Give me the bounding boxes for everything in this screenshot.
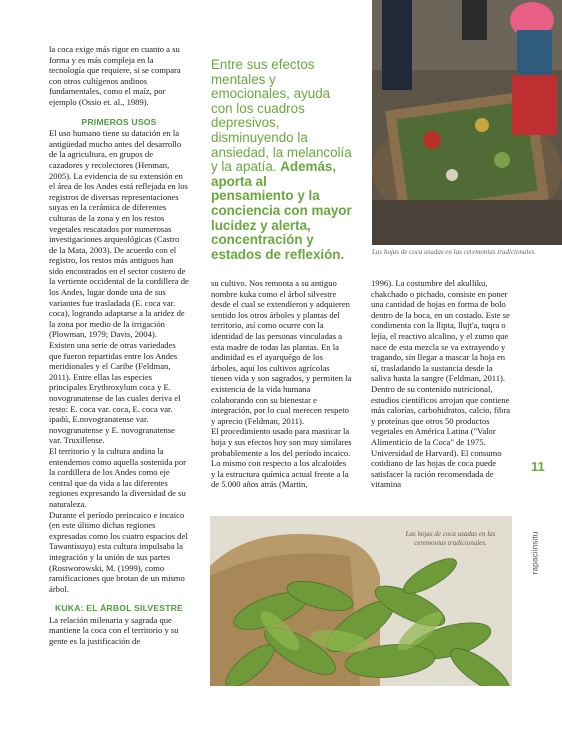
- text-column-3: [371, 278, 512, 490]
- paragraph: la coca exige más rigor en cuanto a su forma y es más compleja en la tecnología que requiere, si se compara con otros cultígenos andinos fundamentales, como el maíz, por ejemplo (Ossio et. al., 1989).: [49, 44, 181, 107]
- paragraph: Durante el período preincaico e incaico (en este último dichas regiones expresadas como los cuatro espacios del Tawantisuyu) esta cultura impulsaba la integración y la unión de sus partes (Rostworowski, M. (1999), como ramificaciones que brotan de un mismo árbol.: [49, 509, 188, 594]
- ceremony-illustration: [372, 0, 562, 245]
- paragraph: La relación milenaria y sagrada que mantiene la coca con el territorio y su gente es la justificación de: [49, 614, 179, 647]
- paragraph: 1996). La costumbre del akulliku, chakchado o pichado, consiste en poner una cantidad de hojas en forma de bolo dentro de la boca, en un costado. Este se condimenta con la llipta, llujt'a, tuqra o lejía, el reactivo alcalino, y el zumo que nace de esta mezcla se va extrayendo y tragando, sin llegar a mascar la hoja en sí, trasladando la sustancia desde la saliva hasta la sangre (Feldman, 2011).: [371, 278, 510, 384]
- page-number: 11: [531, 459, 545, 474]
- magazine-brand: [526, 530, 550, 580]
- section-heading-kuka: KUKA: EL ÁRBOL SILVESTRE: [55, 603, 183, 614]
- photo-caption-bottom: Las hojas de coca usadas en las ceremonias tradicionales.: [405, 530, 496, 547]
- pull-quote-part-2: Además, aporta al pensamiento y la conciencia con mayor lucidez y alerta, concentración y estados de reflexión.: [211, 159, 352, 262]
- paragraph: su cultivo. Nos remonta a su antiguo nombre kuka como el árbol silvestre desde el cual se extendieron y adquieren sentido los otros árboles y plantas del territorio, así como ocurre con la identidad de las personas vinculadas a esta madre de todas las plantas. En la andinidad es el ayarquégo de los árboles, aquí los cultivos agrícolas tienen vida y son sagrados, y permiten la existencia de la vida humana colaborando con su bienestar e integración, por lo cual merecen respeto y aprecio (Feldman, 2011).: [211, 278, 352, 426]
- paragraph: Existen una serie de otras variedades que fueron repartidas entre los Andes meridionales y el Caribe (Feldman, 2011). Entre ellas las especies principales Erythroxylum coca y E. novogranatense de las cuales deriva el resto: E. coca var. coca, E. coca var. ipadú, E.novogranatense var. novogranatense y E. novogranatense var. Truxillense.: [49, 340, 181, 446]
- pull-quote-part-1: Entre sus efectos mentales y emocionales, ayuda con los cuadros depresivos, disminuyendo la ansiedad, la melancolía y la apatía.: [211, 57, 352, 175]
- pull-quote: [211, 58, 353, 262]
- ceremony-photo: [372, 0, 562, 245]
- section-heading-primeros-usos: PRIMEROS USOS: [81, 116, 157, 127]
- paragraph: El territorio y la cultura andina la entendemos como aquella sostenida por la cordillera de los Andes como eje central que da vida a las diferentes regiones expresando la diversidad de su naturaleza.: [49, 445, 186, 509]
- text-column-2: [211, 278, 352, 490]
- paragraph: El procedimiento usado para masticar la hoja y sus efectos hoy son muy similares probablemente a los del período incaico. Lo mismo con respecto a los alcaloides y la estructura química actual frente a la de 5.000 años atrás (Martin,: [211, 426, 352, 490]
- brand-label: rapaciinsitu: [529, 531, 540, 575]
- photo-caption-top: Las hojas de coca usadas en las ceremonias tradicionales.: [372, 248, 537, 256]
- paragraph: El uso humano tiene su datación en la antigüedad mucho antes del desarrollo de la agricultura, en grupos de cazadores y recolectores (Henman, 2005). La evidencia de su extensión en el área de los Andes está reflejada en los registros de diversas representaciones suyas en la cerámica de diferentes culturas de la zona y en los restos vegetales rescatados por numerosas investigaciones arqueológicas (Castro de la Mata, 2003). De acuerdo con el registro, los restos más antiguos han sido encontrados en el sector costero de la vertiente occidental de la cordillera de los Andes, lugar donde una de sus variantes fue trasladada (E. coca var. coca), logrando adaptarse a la aridez de la zona por medio de la irrigación (Plowman, 1979; Davis, 2004).: [49, 128, 189, 340]
- text-column-1: [49, 44, 189, 647]
- paragraph: Dentro de su contenido nutricional, estudios científicos arrojan que contiene más calorías, carbohidratos, calcio, fibra y proteínas que otros 50 productos vegetales en América Latina ("Valor Alimenticio de la Coca" de 1975. Universidad de Harvard). El consumo cotidiano de las hojas de coca puede satisfacer la ración recomendada de vitamina: [371, 383, 511, 490]
